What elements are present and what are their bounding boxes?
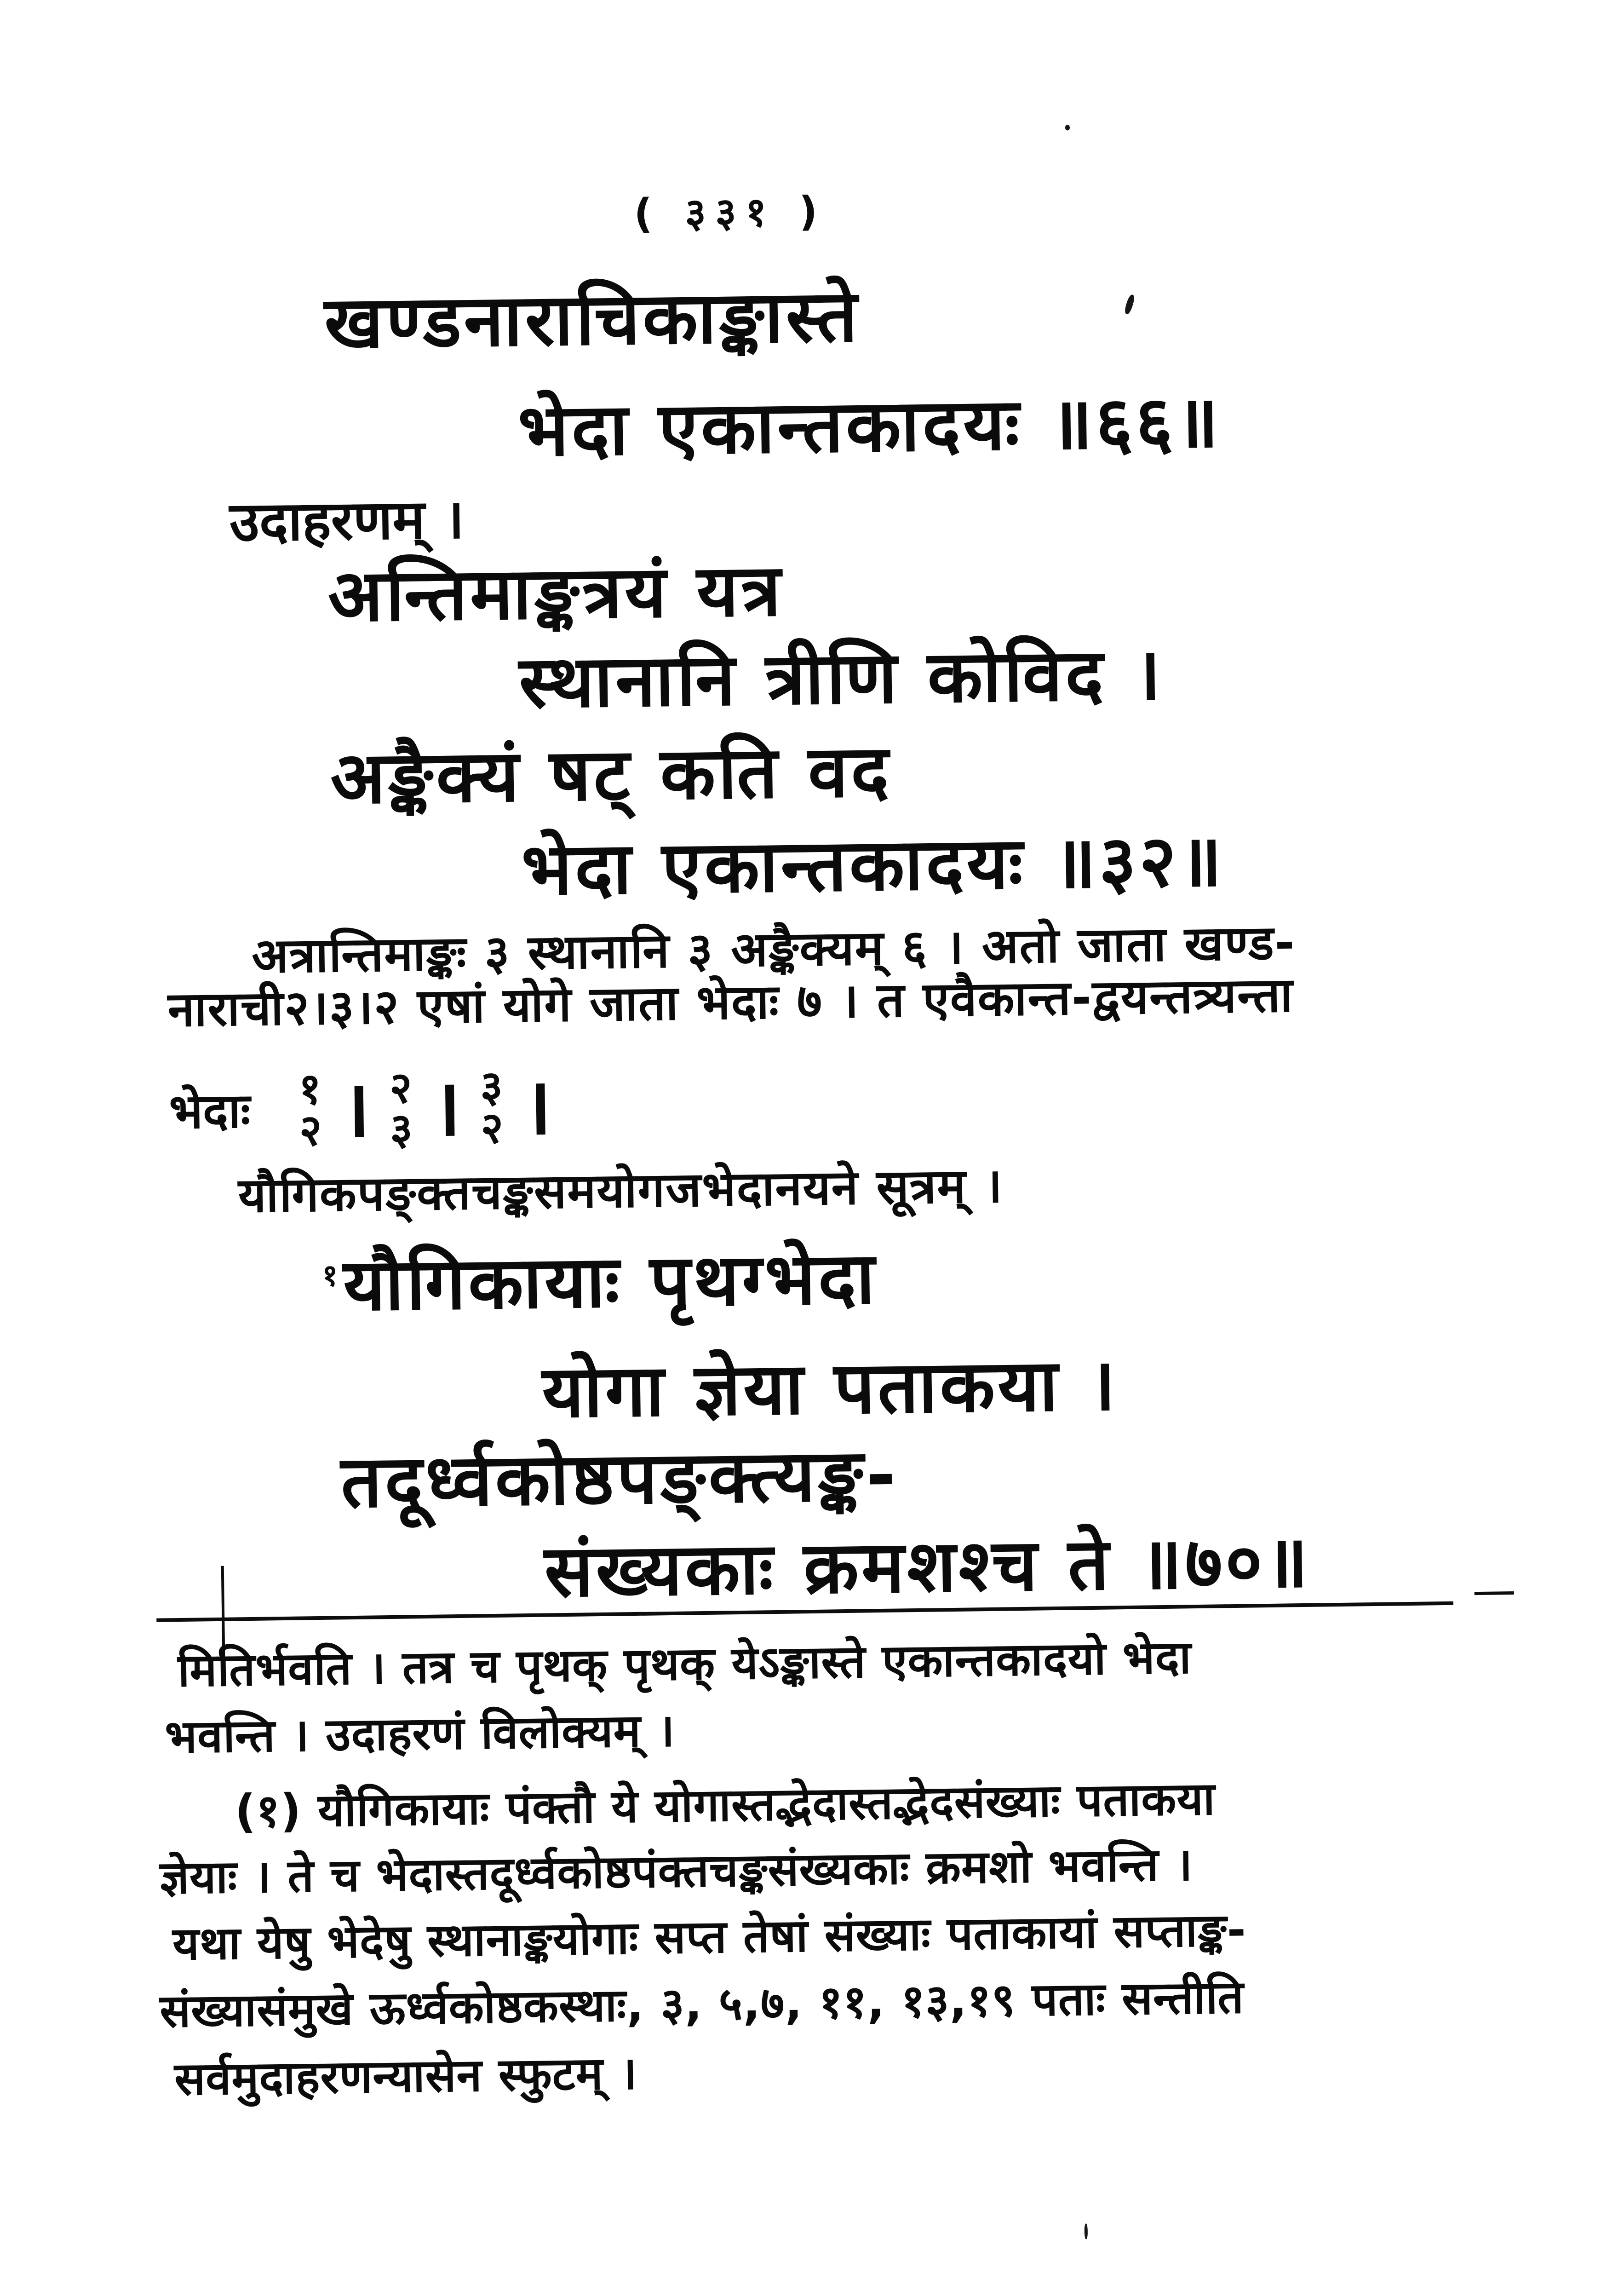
page-number: ( ३३१ ) [633, 187, 827, 237]
fraction-separator: । [430, 1062, 462, 1154]
footnote-line-6: संख्यासंमुखे ऊर्ध्वकोष्ठकस्थाः, ३, ५,७, ११, १३,१९ पताः सन्तीति [159, 1970, 1245, 2038]
fraction-1-numerator: १ [298, 1064, 322, 1115]
fraction-2-denominator: ३ [390, 1104, 413, 1155]
udaharanam-label: उदाहरणम् । [229, 487, 465, 554]
fraction-1-denominator: २ [298, 1105, 322, 1156]
verse-32-line-2: स्थानानि त्रीणि कोविद । [518, 632, 1165, 725]
verse-70-line-1-text: यौगिकायाः पृथग्भेदा [343, 1236, 878, 1327]
footnote-line-7: सर्वमुदाहरणन्यासेन स्फुटम् । [174, 2047, 638, 2106]
bheda-fractions-line [169, 1062, 556, 1157]
footnote-line-3: (१) यौगिकायाः पंक्तौ ये योगास्तद्भेदास्तद्भेदसंख्याः पताकया [234, 1772, 1216, 1838]
footnote-line-5: यथा येषु भेदेषु स्थानाङ्कयोगाः सप्त तेषां संख्याः पताकायां सप्ताङ्क- [172, 1903, 1247, 1971]
ink-speck [1085, 2223, 1088, 2239]
fraction-2-numerator: २ [389, 1063, 413, 1114]
verse-70-line-2: योगा ज्ञेया पताकया । [541, 1342, 1119, 1434]
verse-66-line-1: खण्डनाराचिकाङ्कास्ते [324, 274, 861, 365]
footnote-line-2: भवन्ति । उदाहरणं विलोक्यम् । [164, 1704, 676, 1764]
footnote-marker: १ [322, 1258, 341, 1293]
verse-70-line-3: तदूर्ध्वकोष्ठपङ्क्त्यङ्क- [340, 1433, 899, 1524]
ink-speck [1124, 294, 1136, 315]
verse-70-line-4: संख्यकाः क्रमशश्च ते ॥७०॥ [544, 1519, 1312, 1613]
commentary-line-1: अत्रान्तिमाङ्कः ३ स्थानानि ३ अङ्कैक्यम् ६ । अतो जाता खण्ड- [251, 914, 1296, 984]
verse-32-line-1: अन्तिमाङ्कत्रयं यत्र [327, 548, 784, 638]
fraction-3-numerator: ३ [480, 1062, 503, 1112]
fraction-3 [480, 1062, 504, 1154]
footnote-separator-rule-dash [1475, 1591, 1514, 1595]
fraction-1 [298, 1064, 322, 1156]
verse-70-line-1 [322, 1237, 878, 1327]
verse-32-line-4: भेदा एकान्तकादयः ॥३२॥ [521, 818, 1226, 912]
sutra-intro-line: यौगिकपङ्क्तचङ्कसमयोगजभेदानयने सूत्रम् । [238, 1157, 1004, 1224]
commentary-line-2: नाराची२।३।२ एषां योगे जाता भेदाः ७ । त एवैकान्त-द्वयन्तत्र्यन्ता [167, 967, 1294, 1038]
fraction-separator: । [522, 1061, 553, 1153]
bheda-label: भेदाः [169, 1082, 251, 1140]
verse-66-line-2: भेदा एकान्तकादयः ॥६६॥ [517, 380, 1222, 473]
fraction-2 [389, 1063, 413, 1155]
ink-speck [1065, 125, 1070, 130]
footnote-line-4: ज्ञेयाः । ते च भेदास्तदूर्ध्वकोष्ठपंक्तचङ्कसंख्यकाः क्रमशो भवन्ति । [159, 1838, 1194, 1905]
fraction-separator: । [340, 1063, 371, 1155]
fraction-3-denominator: २ [480, 1103, 504, 1154]
verse-32-line-3: अङ्कैक्यं षट् कति वद [330, 729, 892, 820]
footnote-line-1: मितिर्भवति । तत्र च पृथक् पृथक् येऽङ्कास्ते एकान्तकादयो भेदा [177, 1631, 1192, 1698]
